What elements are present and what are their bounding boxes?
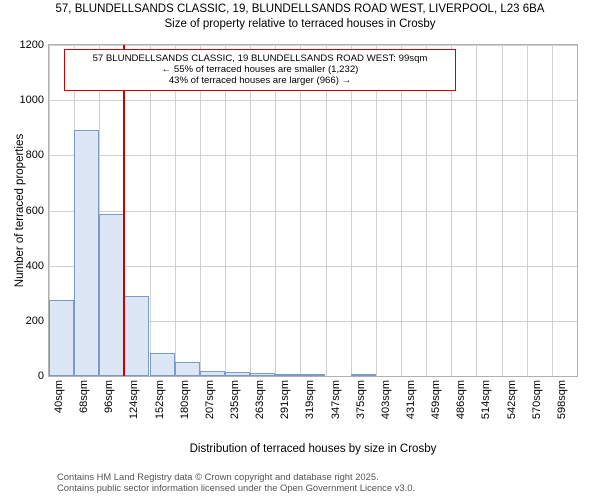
x-tick-label: 291sqm bbox=[279, 380, 292, 420]
x-tick-label: 542sqm bbox=[505, 380, 518, 420]
x-tick-label: 459sqm bbox=[430, 380, 443, 420]
bar bbox=[250, 373, 275, 376]
bar bbox=[200, 371, 225, 376]
gridline-vertical bbox=[225, 45, 226, 376]
x-tick-label: 180sqm bbox=[178, 380, 191, 420]
gridline-vertical bbox=[426, 45, 427, 376]
x-tick-label: 96sqm bbox=[103, 380, 116, 414]
y-tick-label: 1000 bbox=[19, 94, 44, 107]
x-tick-label: 514sqm bbox=[480, 380, 493, 420]
gridline-vertical bbox=[200, 45, 201, 376]
y-tick-label: 0 bbox=[37, 370, 44, 382]
page-subtitle: Size of property relative to terraced houses in Crosby bbox=[164, 18, 436, 30]
x-tick-label: 570sqm bbox=[530, 380, 543, 420]
gridline-vertical bbox=[300, 45, 301, 376]
bar bbox=[175, 362, 200, 376]
footer-line-1: Contains HM Land Registry data © Crown copyright and database right 2025. bbox=[57, 471, 379, 482]
bar bbox=[300, 374, 325, 376]
bar bbox=[124, 296, 149, 376]
property-marker-line bbox=[123, 45, 125, 376]
y-tick-label: 800 bbox=[25, 149, 44, 162]
x-tick-label: 68sqm bbox=[78, 380, 91, 414]
gridline-vertical bbox=[451, 45, 452, 376]
page-title: 57, BLUNDELLSANDS CLASSIC, 19, BLUNDELLSANDS ROAD WEST, LIVERPOOL, L23 6BA bbox=[55, 3, 545, 15]
x-tick-label: 263sqm bbox=[254, 380, 267, 420]
gridline-vertical bbox=[326, 45, 327, 376]
gridline-vertical bbox=[502, 45, 503, 376]
x-tick-label: 598sqm bbox=[555, 380, 568, 420]
bar bbox=[351, 374, 376, 376]
gridline-vertical bbox=[275, 45, 276, 376]
property-annotation bbox=[64, 49, 456, 91]
y-axis-label: Number of terraced properties bbox=[14, 133, 26, 288]
bar bbox=[99, 214, 124, 376]
bar bbox=[74, 130, 99, 376]
gridline-vertical bbox=[476, 45, 477, 376]
title-block bbox=[0, 2, 600, 32]
plot-area bbox=[48, 44, 578, 377]
x-axis-ticks bbox=[48, 380, 578, 440]
y-tick-label: 1200 bbox=[19, 39, 44, 51]
annotation-line-1: 57 BLUNDELLSANDS CLASSIC, 19 BLUNDELLSANDS ROAD WEST: 99sqm bbox=[92, 53, 428, 64]
gridline-vertical bbox=[376, 45, 377, 376]
gridline-vertical bbox=[401, 45, 402, 376]
gridline-horizontal bbox=[49, 155, 577, 156]
bar bbox=[49, 300, 74, 376]
x-tick-label: 431sqm bbox=[405, 380, 417, 420]
annotation-line-2: ← 55% of terraced houses are smaller (1,232) bbox=[161, 64, 359, 75]
x-tick-label: 347sqm bbox=[329, 380, 342, 420]
x-tick-label: 375sqm bbox=[354, 380, 367, 420]
x-tick-label: 403sqm bbox=[379, 380, 392, 420]
gridline-vertical bbox=[250, 45, 251, 376]
footer-line-2: Contains public sector information licensed under the Open Government Licence v3.0. bbox=[57, 482, 416, 493]
gridline-vertical bbox=[175, 45, 176, 376]
gridline-horizontal bbox=[49, 211, 577, 212]
footer-attribution bbox=[57, 471, 415, 493]
x-tick-label: 152sqm bbox=[153, 380, 166, 420]
x-tick-label: 207sqm bbox=[203, 380, 216, 420]
x-tick-label: 124sqm bbox=[128, 380, 141, 420]
annotation-line-3: 43% of terraced houses are larger (966) → bbox=[168, 75, 352, 86]
y-tick-label: 400 bbox=[25, 259, 44, 272]
gridline-horizontal bbox=[49, 266, 577, 267]
gridline-vertical bbox=[351, 45, 352, 376]
gridline-vertical bbox=[527, 45, 528, 376]
x-axis-label: Distribution of terraced houses by size in Crosby bbox=[189, 443, 437, 455]
gridline-horizontal bbox=[49, 45, 577, 46]
x-tick-label: 235sqm bbox=[229, 380, 241, 420]
bar bbox=[275, 374, 300, 376]
gridline-vertical bbox=[150, 45, 151, 376]
x-tick-label: 319sqm bbox=[304, 380, 317, 420]
y-tick-label: 200 bbox=[25, 314, 44, 327]
y-tick-label: 600 bbox=[25, 204, 44, 217]
gridline-horizontal bbox=[49, 100, 577, 101]
x-tick-label: 40sqm bbox=[53, 380, 65, 414]
x-tick-label: 486sqm bbox=[455, 380, 468, 420]
gridline-vertical bbox=[552, 45, 553, 376]
bar bbox=[225, 372, 250, 376]
bar bbox=[150, 353, 175, 376]
